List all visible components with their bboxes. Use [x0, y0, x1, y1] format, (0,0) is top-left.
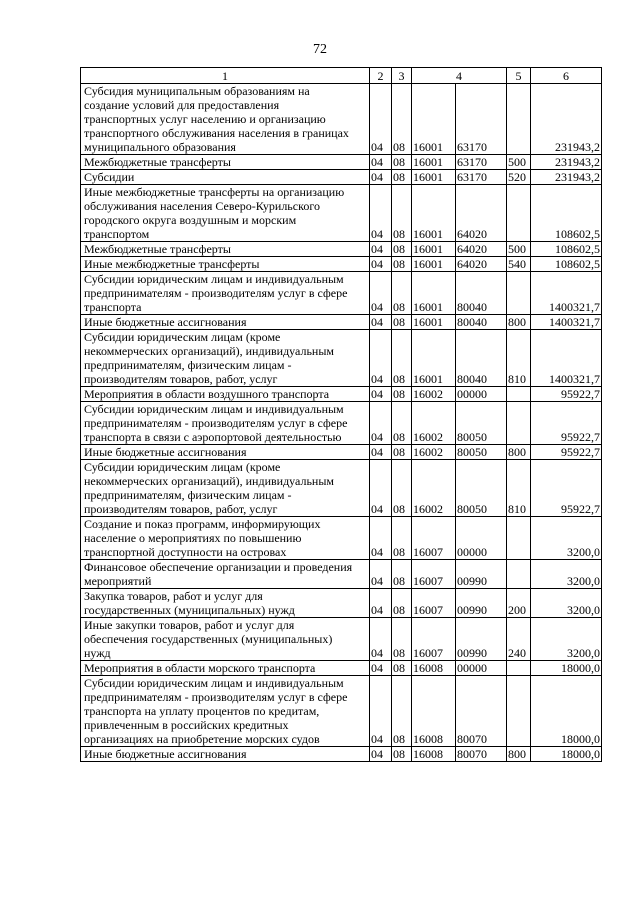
amount: 3200,0: [531, 560, 602, 589]
expense-type-code: [507, 402, 531, 445]
row-name-line: Мероприятия в области морского транспорта: [84, 661, 316, 675]
program-code: 16008: [412, 661, 456, 676]
row-name-line: Субсидии юридическим лицам и индивидуальным: [84, 402, 344, 416]
subsection-code: 08: [392, 242, 412, 257]
row-name: [81, 330, 370, 387]
row-name: [81, 589, 370, 618]
expense-type-code: 500: [507, 155, 531, 170]
table-row: [81, 589, 602, 618]
target-code: 80040: [456, 315, 507, 330]
target-code: 80070: [456, 747, 507, 762]
expense-type-code: [507, 185, 531, 242]
subsection-code: 08: [392, 257, 412, 272]
row-name-line: привлеченным в российских кредитных: [84, 718, 289, 732]
section-code: 04: [370, 661, 392, 676]
expense-type-code: [507, 387, 531, 402]
row-name: [81, 242, 370, 257]
row-name-line: производителям товаров, работ, услуг: [84, 502, 278, 516]
row-name-line: транспортом: [84, 227, 150, 241]
section-code: 04: [370, 387, 392, 402]
program-code: 16007: [412, 517, 456, 560]
column-header: 2: [370, 68, 392, 84]
target-code: 63170: [456, 170, 507, 185]
table-row: [81, 84, 602, 155]
row-name-line: мероприятий: [84, 574, 152, 588]
target-code: 64020: [456, 242, 507, 257]
row-name-line: Закупка товаров, работ и услуг для: [84, 589, 263, 603]
section-code: 04: [370, 272, 392, 315]
row-name-line: обеспечения государственных (муниципальных): [84, 632, 333, 646]
row-name: [81, 185, 370, 242]
section-code: 04: [370, 589, 392, 618]
table-row: [81, 315, 602, 330]
amount: 3200,0: [531, 618, 602, 661]
row-name-line: предпринимателям - производителям услуг в сфере: [84, 416, 348, 430]
row-name: [81, 661, 370, 676]
program-code: 16002: [412, 402, 456, 445]
row-name-line: муниципального образования: [84, 140, 236, 154]
program-code: 16001: [412, 330, 456, 387]
program-code: 16001: [412, 185, 456, 242]
row-name: [81, 257, 370, 272]
target-code: 00990: [456, 560, 507, 589]
section-code: 04: [370, 445, 392, 460]
program-code: 16002: [412, 445, 456, 460]
target-code: 00000: [456, 387, 507, 402]
row-name-line: Иные бюджетные ассигнования: [84, 747, 247, 761]
target-code: 00990: [456, 589, 507, 618]
amount: 231943,2: [531, 170, 602, 185]
target-code: 80050: [456, 402, 507, 445]
section-code: 04: [370, 747, 392, 762]
program-code: 16001: [412, 170, 456, 185]
amount: 231943,2: [531, 155, 602, 170]
expense-type-code: [507, 517, 531, 560]
expense-type-code: 240: [507, 618, 531, 661]
section-code: 04: [370, 242, 392, 257]
row-name-line: предпринимателям, физическим лицам -: [84, 488, 292, 502]
row-name: [81, 315, 370, 330]
row-name-line: Субсидии юридическим лицам и индивидуальным: [84, 676, 344, 690]
row-name: [81, 618, 370, 661]
subsection-code: 08: [392, 517, 412, 560]
amount: 18000,0: [531, 747, 602, 762]
target-code: 64020: [456, 185, 507, 242]
row-name: [81, 402, 370, 445]
column-header: 5: [507, 68, 531, 84]
section-code: 04: [370, 185, 392, 242]
row-name-line: транспорта: [84, 300, 142, 314]
section-code: 04: [370, 330, 392, 387]
subsection-code: 08: [392, 460, 412, 517]
expense-type-code: 200: [507, 589, 531, 618]
table-row: [81, 387, 602, 402]
row-name-line: городского округа воздушным и морским: [84, 213, 297, 227]
program-code: 16001: [412, 155, 456, 170]
subsection-code: 08: [392, 170, 412, 185]
expense-type-code: 500: [507, 242, 531, 257]
row-name-line: Субсидия муниципальным образованиям на: [84, 84, 310, 98]
expense-type-code: [507, 661, 531, 676]
table-row: [81, 445, 602, 460]
column-header: 4: [412, 68, 507, 84]
subsection-code: 08: [392, 445, 412, 460]
expense-type-code: 810: [507, 330, 531, 387]
table-row: [81, 242, 602, 257]
target-code: 80050: [456, 460, 507, 517]
row-name-line: Мероприятия в области воздушного транспорта: [84, 387, 330, 401]
subsection-code: 08: [392, 84, 412, 155]
subsection-code: 08: [392, 589, 412, 618]
amount: 95922,7: [531, 402, 602, 445]
row-name-line: Субсидии юридическим лицам и индивидуальным: [84, 272, 344, 286]
row-name: [81, 84, 370, 155]
expense-type-code: 540: [507, 257, 531, 272]
column-header: 3: [392, 68, 412, 84]
program-code: 16007: [412, 560, 456, 589]
subsection-code: 08: [392, 402, 412, 445]
row-name: [81, 170, 370, 185]
budget-table: [80, 67, 602, 762]
row-name-line: Иные закупки товаров, работ и услуг для: [84, 618, 295, 632]
amount: 95922,7: [531, 445, 602, 460]
row-name-line: транспортной доступности на островах: [84, 545, 287, 559]
subsection-code: 08: [392, 315, 412, 330]
row-name-line: население о мероприятиях по повышению: [84, 531, 302, 545]
row-name-line: Иные межбюджетные трансферты на организацию: [84, 185, 345, 199]
table-row: [81, 460, 602, 517]
row-name-line: государственных (муниципальных) нужд: [84, 603, 295, 617]
row-name: [81, 272, 370, 315]
row-name: [81, 517, 370, 560]
table-row: [81, 661, 602, 676]
target-code: 00990: [456, 618, 507, 661]
table-row: [81, 747, 602, 762]
amount: 1400321,7: [531, 315, 602, 330]
row-name-line: некоммерческих организаций), индивидуальным: [84, 344, 334, 358]
row-name-line: предпринимателям - производителям услуг в сфере: [84, 286, 348, 300]
column-header: 6: [531, 68, 602, 84]
section-code: 04: [370, 560, 392, 589]
target-code: 00000: [456, 661, 507, 676]
program-code: 16001: [412, 315, 456, 330]
row-name-line: обслуживания населения Северо-Курильского: [84, 199, 320, 213]
target-code: 63170: [456, 155, 507, 170]
amount: 3200,0: [531, 517, 602, 560]
subsection-code: 08: [392, 272, 412, 315]
subsection-code: 08: [392, 185, 412, 242]
table-body: [81, 84, 602, 762]
section-code: 04: [370, 460, 392, 517]
table-row: [81, 272, 602, 315]
subsection-code: 08: [392, 560, 412, 589]
row-name-line: Межбюджетные трансферты: [84, 242, 231, 256]
subsection-code: 08: [392, 330, 412, 387]
amount: 1400321,7: [531, 330, 602, 387]
amount: 18000,0: [531, 676, 602, 747]
row-name-line: транспорта в связи с аэропортовой деятельностью: [84, 430, 342, 444]
table-row: [81, 676, 602, 747]
section-code: 04: [370, 315, 392, 330]
section-code: 04: [370, 517, 392, 560]
program-code: 16008: [412, 747, 456, 762]
section-code: 04: [370, 257, 392, 272]
subsection-code: 08: [392, 155, 412, 170]
expense-type-code: [507, 676, 531, 747]
row-name-line: предпринимателям, физическим лицам -: [84, 358, 292, 372]
subsection-code: 08: [392, 618, 412, 661]
table-row: [81, 155, 602, 170]
subsection-code: 08: [392, 676, 412, 747]
target-code: 80040: [456, 330, 507, 387]
row-name-line: организациях на приобретение морских судов: [84, 732, 320, 746]
expense-type-code: [507, 272, 531, 315]
program-code: 16001: [412, 84, 456, 155]
column-header: 1: [81, 68, 370, 84]
table-header-row: [81, 68, 602, 84]
amount: 3200,0: [531, 589, 602, 618]
amount: 231943,2: [531, 84, 602, 155]
section-code: 04: [370, 170, 392, 185]
row-name: [81, 676, 370, 747]
row-name-line: Финансовое обеспечение организации и проведения: [84, 560, 353, 574]
program-code: 16007: [412, 589, 456, 618]
row-name-line: транспорта на уплату процентов по кредитам,: [84, 704, 320, 718]
row-name-line: Субсидии юридическим лицам (кроме: [84, 460, 281, 474]
table-row: [81, 185, 602, 242]
page-number: 72: [313, 42, 327, 57]
program-code: 16007: [412, 618, 456, 661]
subsection-code: 08: [392, 747, 412, 762]
row-name-line: предпринимателям - производителям услуг в сфере: [84, 690, 348, 704]
row-name-line: Межбюджетные трансферты: [84, 155, 231, 169]
target-code: 80040: [456, 272, 507, 315]
row-name: [81, 387, 370, 402]
expense-type-code: 810: [507, 460, 531, 517]
target-code: 63170: [456, 84, 507, 155]
amount: 95922,7: [531, 460, 602, 517]
expense-type-code: 800: [507, 747, 531, 762]
row-name: [81, 445, 370, 460]
row-name-line: нужд: [84, 646, 111, 660]
row-name: [81, 560, 370, 589]
amount: 108602,5: [531, 257, 602, 272]
table-row: [81, 618, 602, 661]
amount: 108602,5: [531, 185, 602, 242]
program-code: 16008: [412, 676, 456, 747]
table-row: [81, 560, 602, 589]
target-code: 80070: [456, 676, 507, 747]
row-name-line: Иные бюджетные ассигнования: [84, 445, 247, 459]
table-row: [81, 402, 602, 445]
row-name-line: Субсидии юридическим лицам (кроме: [84, 330, 281, 344]
target-code: 00000: [456, 517, 507, 560]
row-name-line: Создание и показ программ, информирующих: [84, 517, 321, 531]
subsection-code: 08: [392, 661, 412, 676]
section-code: 04: [370, 84, 392, 155]
row-name-line: некоммерческих организаций), индивидуальным: [84, 474, 334, 488]
table-row: [81, 170, 602, 185]
program-code: 16001: [412, 242, 456, 257]
amount: 18000,0: [531, 661, 602, 676]
row-name-line: Иные бюджетные ассигнования: [84, 315, 247, 329]
row-name: [81, 460, 370, 517]
expense-type-code: 800: [507, 315, 531, 330]
section-code: 04: [370, 676, 392, 747]
program-code: 16002: [412, 387, 456, 402]
row-name: [81, 155, 370, 170]
row-name-line: транспортного обслуживания населения в границах: [84, 126, 349, 140]
amount: 108602,5: [531, 242, 602, 257]
expense-type-code: [507, 84, 531, 155]
row-name-line: производителям товаров, работ, услуг: [84, 372, 278, 386]
row-name-line: транспортных услуг населению и организацию: [84, 112, 326, 126]
expense-type-code: 520: [507, 170, 531, 185]
target-code: 80050: [456, 445, 507, 460]
amount: 1400321,7: [531, 272, 602, 315]
table-row: [81, 330, 602, 387]
expense-type-code: [507, 560, 531, 589]
table-row: [81, 517, 602, 560]
subsection-code: 08: [392, 387, 412, 402]
row-name: [81, 747, 370, 762]
program-code: 16001: [412, 257, 456, 272]
section-code: 04: [370, 618, 392, 661]
program-code: 16001: [412, 272, 456, 315]
row-name-line: Иные межбюджетные трансферты: [84, 257, 260, 271]
row-name-line: создание условий для предоставления: [84, 98, 280, 112]
amount: 95922,7: [531, 387, 602, 402]
target-code: 64020: [456, 257, 507, 272]
table-row: [81, 257, 602, 272]
row-name-line: Субсидии: [84, 170, 135, 184]
section-code: 04: [370, 155, 392, 170]
expense-type-code: 800: [507, 445, 531, 460]
program-code: 16002: [412, 460, 456, 517]
section-code: 04: [370, 402, 392, 445]
